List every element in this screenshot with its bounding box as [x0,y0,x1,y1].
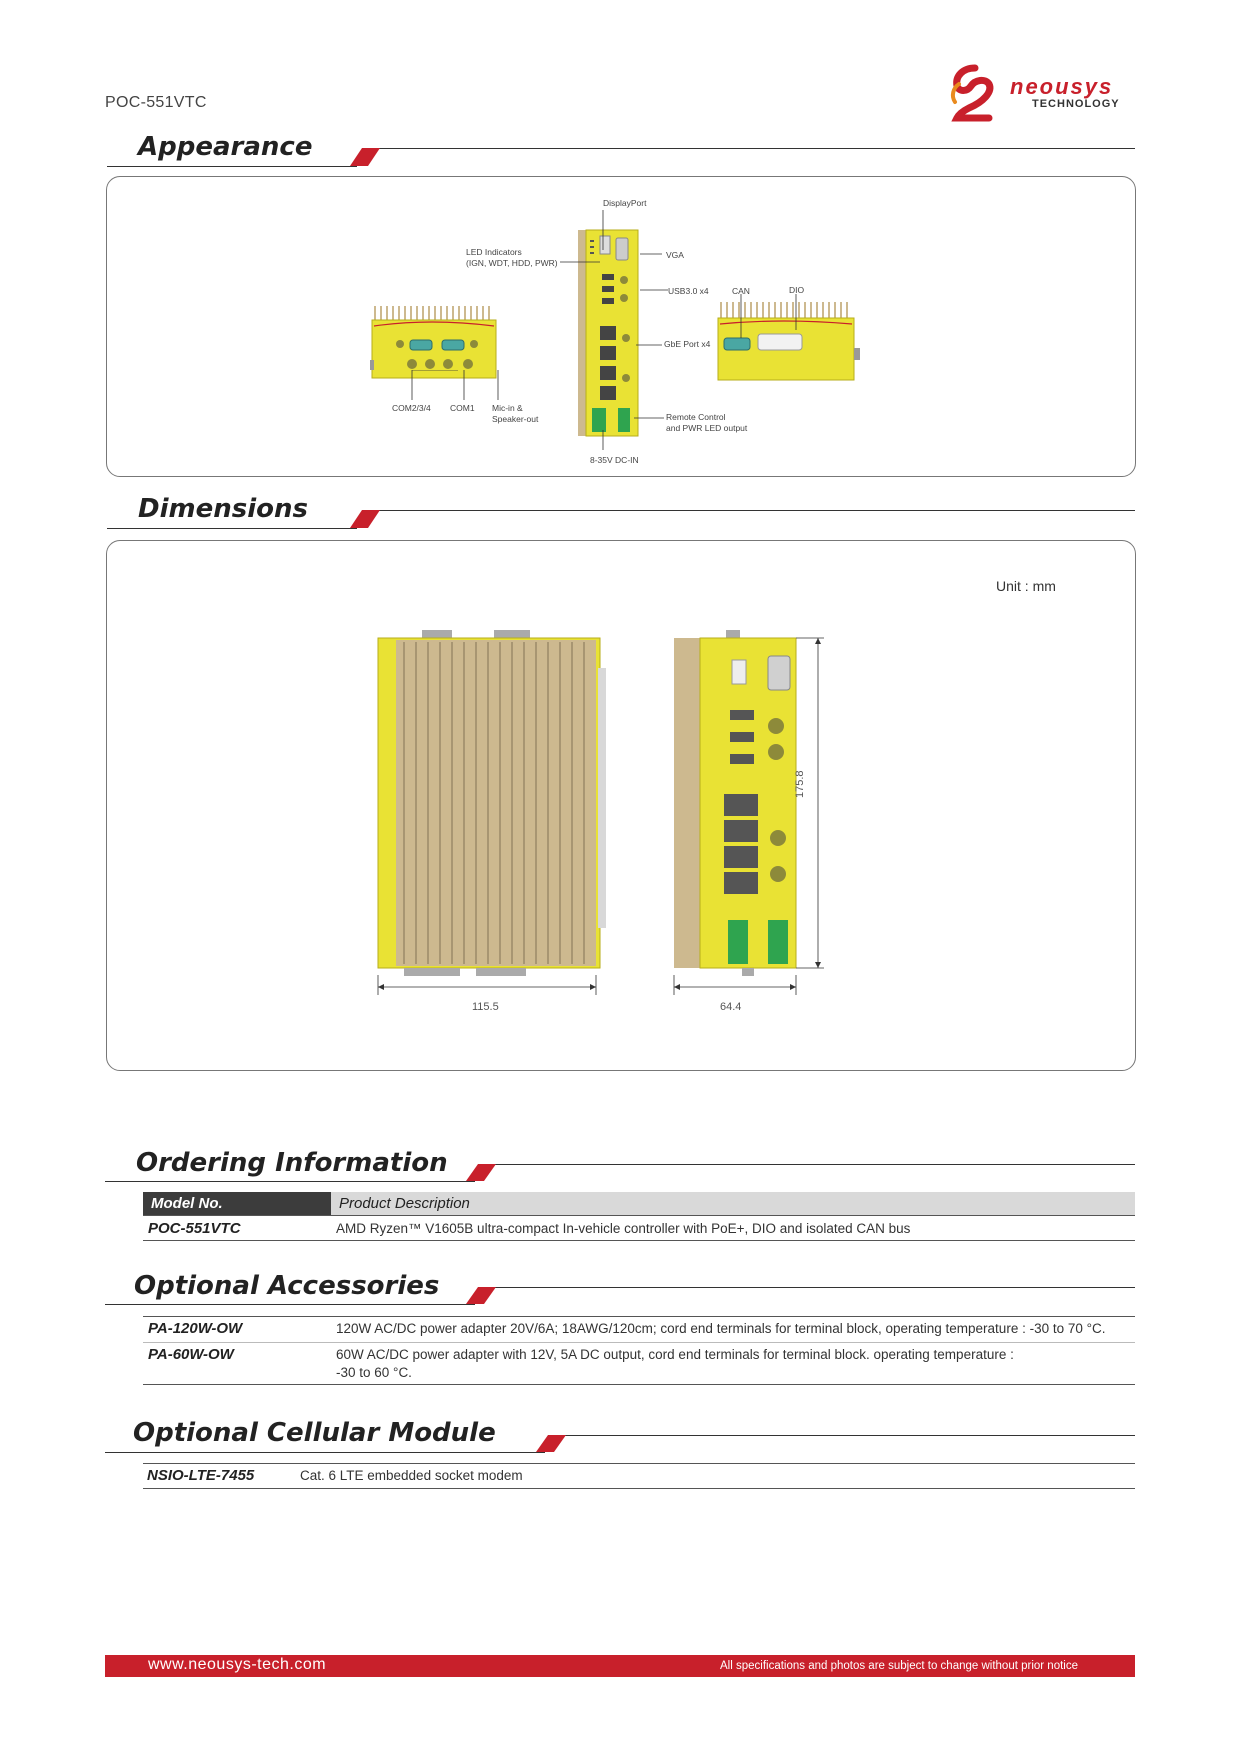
section-title-accessories: Optional Accessories [134,1271,440,1301]
table-row-desc: Cat. 6 LTE embedded socket modem [300,1468,523,1483]
section-title-cellular: Optional Cellular Module [133,1418,496,1448]
table-divider [143,1342,1135,1343]
section-accent [536,1435,566,1453]
dimension-line-depth [672,975,802,999]
callout-led-2: (IGN, WDT, HDD, PWR) [466,258,558,268]
section-accent [466,1164,496,1182]
table-row-desc-line1: 60W AC/DC power adapter with 12V, 5A DC output, cord end terminals for terminal block. operating temperature : [336,1347,1014,1362]
dimension-top-view [376,628,608,980]
callout-mic-2: Speaker-out [492,414,539,424]
neousys-logo-mark [945,62,1005,124]
callout-lines-side [720,290,820,340]
dimension-width: 115.5 [472,1001,499,1013]
table-divider [143,1240,1135,1241]
section-rule [490,1164,1135,1165]
section-underline [105,1181,475,1182]
table-divider [143,1488,1135,1489]
col-header-desc: Product Description [331,1192,1135,1215]
model-name: POC-551VTC [105,94,207,111]
callout-remote-2: and PWR LED output [666,423,748,433]
section-accent [466,1287,496,1305]
table-row-model: PA-60W-OW [148,1346,234,1363]
section-title-dimensions: Dimensions [138,494,308,524]
unit-label: Unit : mm [996,578,1056,594]
table-row-model: PA-120W-OW [148,1320,243,1337]
callout-displayport: DisplayPort [603,198,647,208]
section-rule [372,148,1135,149]
table-divider [143,1316,1135,1317]
section-accent [350,510,380,529]
table-divider [143,1463,1135,1464]
table-row-model: NSIO-LTE-7455 [147,1467,255,1484]
table-row-desc: 120W AC/DC power adapter 20V/6A; 18AWG/120cm; cord end terminals for terminal block, operating temperature : -30 to 70 °C. [336,1321,1106,1336]
callout-usb: USB3.0 x4 [668,286,709,296]
callout-mic-1: Mic-in & [492,403,523,413]
table-row-desc: AMD Ryzen™ V1605B ultra-compact In-vehicle controller with PoE+, DIO and isolated CAN bus [336,1221,911,1236]
callout-led-1: LED Indicators [466,247,522,257]
table-row-desc-line2: -30 to 60 °C. [336,1365,412,1380]
section-underline [107,166,357,167]
table-divider [143,1215,1135,1216]
callout-com234: COM2/3/4 [392,403,431,413]
section-accent [350,148,380,167]
section-title-ordering: Ordering Information [136,1148,448,1178]
dimension-depth: 64.4 [720,1001,742,1013]
callout-remote-1: Remote Control [666,412,726,422]
section-underline [105,1452,545,1453]
col-header-model: Model No. [143,1192,339,1215]
section-rule [372,510,1135,511]
callout-dcin: 8-35V DC-IN [590,455,639,465]
section-title-appearance: Appearance [138,132,313,162]
section-rule [560,1435,1135,1436]
section-underline [105,1304,475,1305]
dimensions-panel [106,540,1136,1071]
dimension-height: 175.8 [794,770,806,798]
callout-can: CAN [732,286,750,296]
callout-dio: DIO [789,285,805,295]
dimension-line-width [376,975,600,999]
footer-url[interactable]: www.neousys-tech.com [148,1656,327,1673]
section-underline [107,528,357,529]
callout-gbe: GbE Port x4 [664,339,711,349]
dimension-front-view [672,630,802,980]
table-row-model: POC-551VTC [148,1220,241,1237]
callout-vga: VGA [666,250,684,260]
dimension-line-height [796,636,826,972]
section-rule [490,1287,1135,1288]
table-divider [143,1384,1135,1385]
footer-note: All specifications and photos are subject to change without prior notice [720,1660,1078,1672]
logo-wordmark: neousys [1010,74,1114,99]
logo-subtitle: TECHNOLOGY [1032,98,1120,110]
callout-com1: COM1 [450,403,475,413]
